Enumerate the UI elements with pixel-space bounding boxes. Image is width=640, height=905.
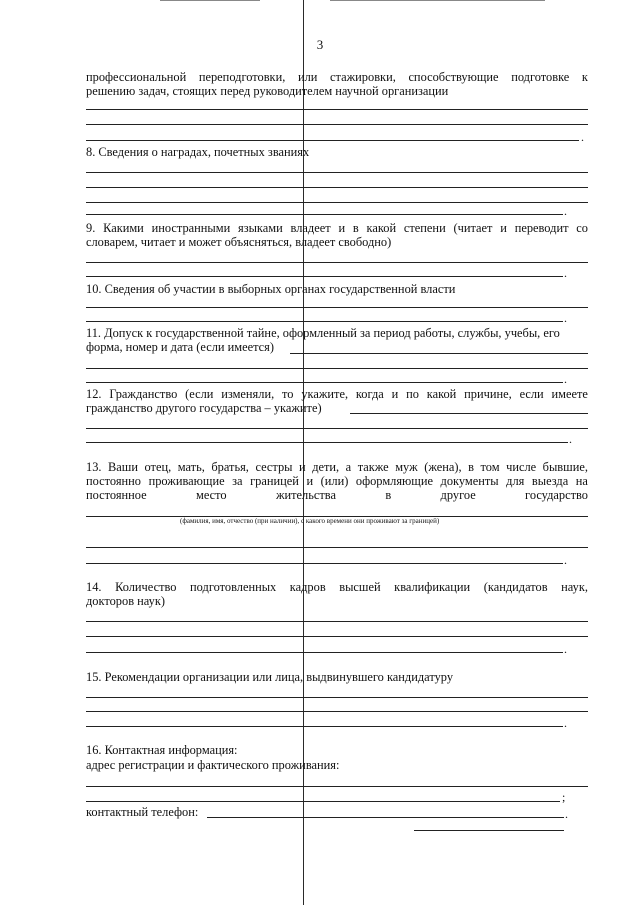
scan-top-edge	[160, 0, 260, 1]
word: постоянное	[86, 488, 147, 502]
word: постоянно	[86, 474, 142, 488]
word: переподготовки,	[198, 70, 286, 84]
word: Какими	[103, 221, 144, 235]
end-period: .	[564, 204, 567, 218]
word: на	[575, 474, 588, 488]
s14-answer-line[interactable]	[86, 621, 588, 622]
word: и	[306, 474, 314, 488]
s14-line2: докторов наук)	[86, 594, 165, 608]
word: в	[385, 488, 392, 502]
word: для	[506, 474, 525, 488]
s11-line1: 11. Допуск к государственной тайне, оформленный за период работы, службы, учебы, его	[86, 326, 560, 340]
s13-caption: (фамилия, имя, отчество (при наличии), с какого времени они проживают за границей)	[180, 517, 440, 525]
s9-answer-line[interactable]	[86, 262, 588, 263]
word: 12.	[86, 387, 102, 401]
s15-answer-line[interactable]	[86, 711, 588, 712]
s8-label: 8. Сведения о наградах, почетных званиях	[86, 145, 310, 159]
word: иностранными	[151, 221, 231, 235]
end-period: .	[569, 432, 572, 446]
word: границей	[250, 474, 299, 488]
word: наук,	[561, 580, 588, 594]
s16-line1: 16. Контактная информация:	[86, 743, 238, 757]
s11-answer-line[interactable]	[86, 382, 563, 383]
s14-answer-line[interactable]	[86, 636, 588, 637]
s10-answer-line[interactable]	[86, 307, 588, 308]
s12-line2: гражданство другого государства – укажите)	[86, 401, 322, 415]
phone-label: контактный телефон:	[86, 805, 199, 819]
s8-answer-line[interactable]	[86, 172, 588, 173]
word: изменяли,	[221, 387, 275, 401]
word: укажите,	[301, 387, 349, 401]
word: другое	[440, 488, 476, 502]
s10-label: 10. Сведения об участии в выборных органах государственной власти	[86, 282, 456, 296]
end-period: .	[581, 130, 584, 144]
word: в	[468, 460, 474, 474]
s15-answer-line[interactable]	[86, 697, 588, 698]
s15-answer-line[interactable]	[86, 726, 563, 727]
s13-line3	[86, 488, 588, 502]
s13-answer-line[interactable]	[86, 547, 588, 548]
word: 13.	[86, 460, 102, 474]
word: профессиональной	[86, 70, 187, 84]
word: какой	[426, 387, 457, 401]
word: том	[480, 460, 500, 474]
word: Гражданство	[109, 387, 178, 401]
s14-answer-line[interactable]	[86, 652, 563, 653]
word: за	[232, 474, 243, 488]
word: со	[576, 221, 588, 235]
s10-answer-line[interactable]	[86, 321, 563, 322]
end-period: .	[565, 807, 568, 821]
word: выезда	[531, 474, 569, 488]
word: Ваши	[108, 460, 138, 474]
word: 9.	[86, 221, 96, 235]
s12-answer-line[interactable]	[350, 413, 588, 414]
end-period: .	[564, 716, 567, 730]
word: муж	[395, 460, 418, 474]
word: или	[297, 70, 318, 84]
s7-line1	[86, 70, 588, 84]
word: подготовке	[511, 70, 570, 84]
word: Количество	[115, 580, 177, 594]
word: мать,	[177, 460, 205, 474]
word: (если	[185, 387, 214, 401]
word: (кандидатов	[483, 580, 548, 594]
s12-line1	[86, 387, 588, 401]
word: кадров	[289, 580, 326, 594]
s16-line2: адрес регистрации и фактического проживания:	[86, 758, 340, 772]
word: (или)	[320, 474, 349, 488]
s13-line2	[86, 474, 588, 488]
word: владеет	[290, 221, 331, 235]
word: и	[500, 221, 507, 235]
s12-answer-line[interactable]	[86, 442, 568, 443]
s9-line2: словарем, читает и может объясняться, владеет свободно)	[86, 235, 392, 249]
s14-line1	[86, 580, 588, 594]
word: также	[357, 460, 389, 474]
word: степени	[403, 221, 446, 235]
end-period: .	[564, 642, 567, 656]
word: стажировки,	[330, 70, 396, 84]
word: числе	[506, 460, 537, 474]
word: проживающие	[148, 474, 225, 488]
s7-line2: решению задач, стоящих перед руководителем научной организации	[86, 84, 449, 98]
word: подготовленных	[190, 580, 277, 594]
word: переводит	[514, 221, 569, 235]
phone-answer-line[interactable]	[207, 817, 564, 818]
s7-answer-line[interactable]	[86, 124, 588, 125]
word: то	[282, 387, 294, 401]
word: документы	[440, 474, 499, 488]
s12-answer-line[interactable]	[86, 428, 588, 429]
s11-answer-line[interactable]	[290, 353, 588, 354]
end-period: .	[564, 311, 567, 325]
scan-top-edge	[330, 0, 545, 1]
word: место	[196, 488, 227, 502]
word: какой	[366, 221, 397, 235]
word: имеете	[551, 387, 588, 401]
word: причине,	[464, 387, 512, 401]
address-answer-line[interactable]	[86, 801, 560, 802]
address-answer-line[interactable]	[86, 786, 588, 787]
word: жительства	[275, 488, 336, 502]
s11-line2: форма, номер и дата (если имеется)	[86, 340, 274, 354]
s7-answer-line[interactable]	[86, 109, 588, 110]
word: сестры	[255, 460, 293, 474]
s8-answer-line[interactable]	[86, 202, 588, 203]
word: государство	[525, 488, 588, 502]
word: бывшие,	[542, 460, 588, 474]
page-number: 3	[316, 37, 324, 52]
s7-answer-line[interactable]	[86, 140, 579, 141]
word: способствующие	[408, 70, 499, 84]
word: братья,	[211, 460, 249, 474]
semicolon-mark: ;	[562, 790, 566, 804]
word: к	[581, 70, 588, 84]
word: по	[406, 387, 419, 401]
word: квалификации	[394, 580, 471, 594]
word: отец,	[144, 460, 172, 474]
word: 14.	[86, 580, 102, 594]
s9-line1	[86, 221, 588, 235]
word: если	[519, 387, 544, 401]
signature-line[interactable]	[414, 830, 564, 831]
word: и	[391, 387, 399, 401]
end-period: .	[564, 266, 567, 280]
s8-answer-line[interactable]	[86, 187, 588, 188]
s13-line1	[86, 460, 588, 474]
end-period: .	[564, 372, 567, 386]
word: дети,	[312, 460, 340, 474]
word: в	[352, 221, 359, 235]
word: когда	[355, 387, 384, 401]
word: (читает	[453, 221, 493, 235]
s9-answer-line[interactable]	[86, 276, 563, 277]
s8-answer-line[interactable]	[86, 214, 563, 215]
s15-label: 15. Рекомендации организации или лица, выдвинувшего кандидатуру	[86, 670, 454, 684]
end-period: .	[564, 553, 567, 567]
word: а	[345, 460, 352, 474]
word: языками	[238, 221, 283, 235]
word: оформляющие	[355, 474, 433, 488]
s13-answer-line[interactable]	[86, 563, 563, 564]
word: высшей	[339, 580, 381, 594]
word: (жена),	[424, 460, 462, 474]
word: и	[299, 460, 306, 474]
s11-answer-line[interactable]	[86, 368, 588, 369]
word: и	[338, 221, 346, 235]
